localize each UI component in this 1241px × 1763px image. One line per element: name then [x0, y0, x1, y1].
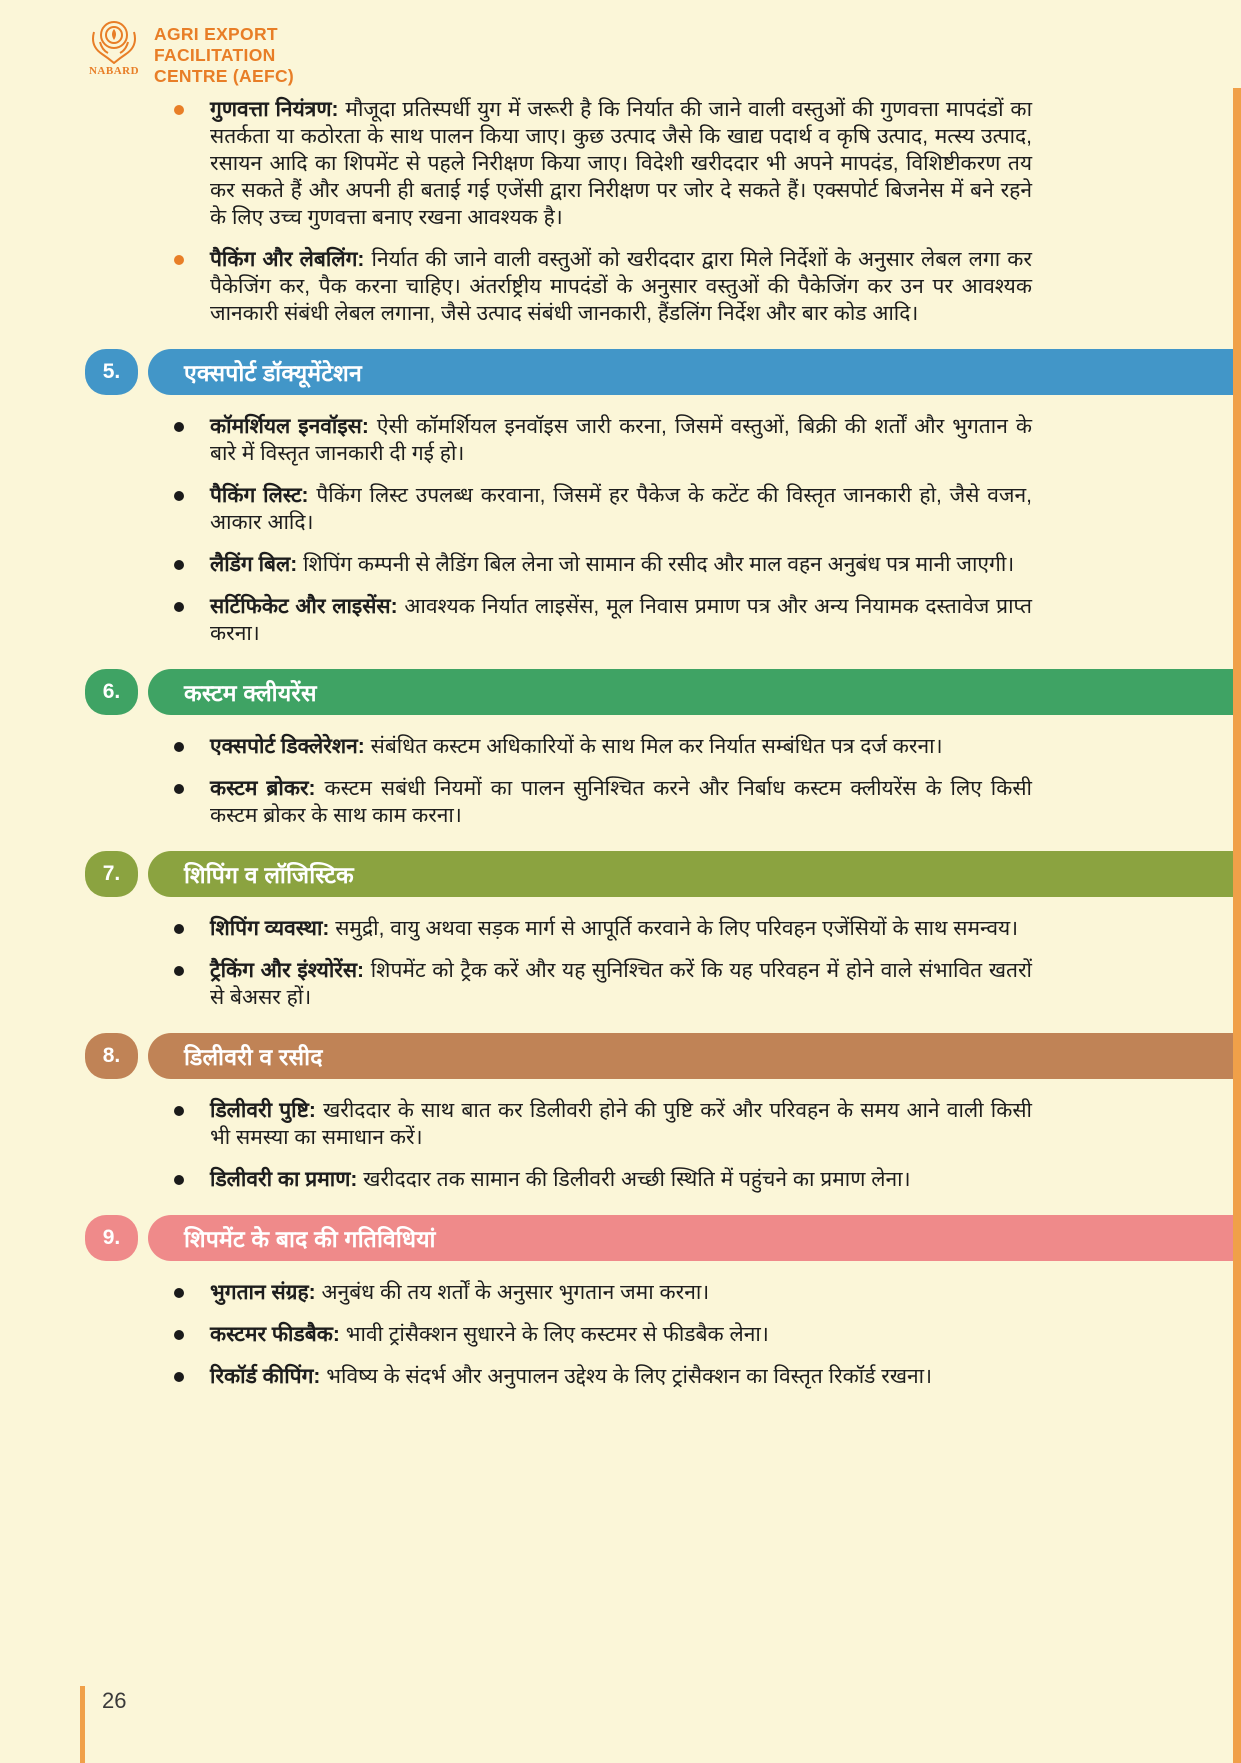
section-title: कस्टम क्लीयरेंस	[184, 680, 317, 706]
nabard-emblem-icon	[88, 18, 140, 64]
bullet-item	[160, 1097, 1032, 1151]
bullet-text: निर्यात की जाने वाली वस्तुओं को खरीददार द्वारा मिले निर्देशों के अनुसार लेबल लगा कर पैकेजिंग कर, पैक करना चाहिए। अंतर्राष्ट्रीय मापदंडों के अनुसार वस्तुओं की पैकेजिंग कर उन पर आवश्यक जानकारी संबंधी लेबल लगाना, जैसे उत्पाद संबंधी जानकारी, हैंडलिंग निर्देश और बार कोड आदि।	[210, 248, 1032, 325]
section-title-bar	[148, 1033, 1241, 1079]
bullet-dot-icon	[174, 784, 184, 794]
bullet-term: पैकिंग और लेबलिंग:	[210, 248, 372, 271]
bullet-text: अनुबंध की तय शर्तों के अनुसार भुगतान जमा करना।	[321, 1281, 710, 1304]
section-title-bar	[148, 1215, 1241, 1261]
intro-bullet-list	[160, 96, 1032, 327]
bullet-item	[160, 482, 1032, 536]
bullet-item	[160, 1321, 1032, 1348]
section	[0, 349, 1241, 647]
section	[0, 1215, 1241, 1390]
section-bullet-list	[160, 733, 1032, 829]
section-title: शिपमेंट के बाद की गतिविधियां	[184, 1226, 436, 1252]
bullet-text: शिपिंग कम्पनी से लैडिंग बिल लेना जो सामान की रसीद और माल वहन अनुबंध पत्र मानी जाएगी।	[303, 553, 1015, 576]
section-number-badge: 7.	[85, 851, 138, 897]
footer-accent-bar	[80, 1686, 85, 1763]
section-header	[0, 1215, 1241, 1261]
bullet-term: सर्टिफिकेट और लाइसेंस:	[210, 595, 405, 618]
bullet-text: शिपमेंट को ट्रैक करें और यह सुनिश्चित करें कि यह परिवहन में होने वाले संभावित खतरों से बेअसर हों।	[210, 959, 1032, 1009]
bullet-item	[160, 246, 1032, 327]
bullet-text: आवश्यक निर्यात लाइसेंस, मूल निवास प्रमाण पत्र और अन्य नियामक दस्तावेज प्राप्त करना।	[210, 595, 1032, 645]
section-bullet-list	[160, 1279, 1032, 1390]
section-bullet-list	[160, 915, 1032, 1011]
bullet-dot-icon	[174, 491, 184, 501]
bullet-dot-icon	[174, 742, 184, 752]
nabard-logo	[86, 18, 142, 77]
bullet-text: पैकिंग लिस्ट उपलब्ध करवाना, जिसमें हर पैकेज के कटेंट की विस्तृत जानकारी हो, जैसे वजन, आकार आदि।	[210, 484, 1032, 534]
bullet-dot-icon	[174, 602, 184, 612]
bullet-text: ऐसी कॉमर्शियल इनवॉइस जारी करना, जिसमें वस्तुओं, बिक्री की शर्तों और भुगतान के बारे में विस्तृत जानकारी दी गई हो।	[210, 415, 1033, 465]
bullet-item	[160, 915, 1032, 942]
bullet-item	[160, 593, 1032, 647]
bullet-dot-icon	[174, 924, 184, 934]
bullet-text: कस्टम सबंधी नियमों का पालन सुनिश्चित करने और निर्बाध कस्टम क्लीयरेंस के लिए किसी कस्टम ब्रोकर के साथ काम करना।	[210, 777, 1032, 827]
bullet-dot-icon	[174, 1106, 184, 1116]
section-title-bar	[148, 851, 1241, 897]
bullet-text: खरीददार तक सामान की डिलीवरी अच्छी स्थिति में पहुंचने का प्रमाण लेना।	[363, 1168, 911, 1191]
bullet-item	[160, 96, 1032, 231]
section-header	[0, 1033, 1241, 1079]
section	[0, 851, 1241, 1011]
section-title: एक्सपोर्ट डॉक्यूमेंटेशन	[184, 360, 362, 386]
section-header	[0, 349, 1241, 395]
section-number-badge: 6.	[85, 669, 138, 715]
section-title-bar	[148, 349, 1241, 395]
page-number: 26	[102, 1688, 127, 1713]
bullet-item	[160, 957, 1032, 1011]
bullet-item	[160, 1279, 1032, 1306]
bullet-dot-icon	[174, 1372, 184, 1382]
bullet-term: कस्टम ब्रोकर:	[210, 777, 325, 800]
bullet-dot-icon	[174, 1288, 184, 1298]
page-edge-strip	[1233, 88, 1241, 1763]
section-bullet-list	[160, 1097, 1032, 1193]
bullet-term: शिपिंग व्यवस्था:	[210, 917, 336, 940]
bullet-dot-icon	[174, 1330, 184, 1340]
brand-line-3: CENTRE (AEFC)	[154, 66, 295, 86]
bullet-term: भुगतान संग्रह:	[210, 1281, 322, 1304]
bullet-dot-icon	[174, 255, 184, 265]
section-number-badge: 5.	[85, 349, 138, 395]
sections	[0, 349, 1241, 1390]
section-title-bar	[148, 669, 1241, 715]
section-header	[0, 669, 1241, 715]
nabard-wordmark: NABARD	[88, 65, 140, 77]
page-header	[86, 18, 294, 87]
section	[0, 1033, 1241, 1193]
bullet-text: भावी ट्रांसैक्शन सुधारने के लिए कस्टमर से फीडबैक लेना।	[345, 1323, 769, 1346]
bullet-term: लैडिंग बिल:	[210, 553, 304, 576]
bullet-dot-icon	[174, 560, 184, 570]
bullet-term: डिलीवरी का प्रमाण:	[210, 1168, 364, 1191]
bullet-item	[160, 1166, 1032, 1193]
section	[0, 669, 1241, 829]
brand-title	[154, 18, 294, 87]
bullet-item	[160, 733, 1032, 760]
bullet-text: समुद्री, वायु अथवा सड़क मार्ग से आपूर्ति करवाने के लिए परिवहन एजेंसियों के साथ समन्वय।	[335, 917, 1019, 940]
brand-line-2: FACILITATION	[154, 45, 276, 65]
section-header	[0, 851, 1241, 897]
section-number-badge: 9.	[85, 1215, 138, 1261]
bullet-dot-icon	[174, 966, 184, 976]
brand-line-1: AGRI EXPORT	[154, 24, 278, 44]
bullet-dot-icon	[174, 1175, 184, 1185]
bullet-item	[160, 413, 1032, 467]
bullet-term: डिलीवरी पुष्टि:	[210, 1099, 324, 1122]
bullet-term: कॉमर्शियल इनवॉइस:	[210, 415, 377, 438]
bullet-item	[160, 1363, 1032, 1390]
section-title: शिपिंग व लॉजिस्टिक	[184, 862, 354, 888]
bullet-term: पैकिंग लिस्ट:	[210, 484, 317, 507]
bullet-dot-icon	[174, 105, 184, 115]
bullet-term: ट्रैकिंग और इंश्योरेंस:	[210, 959, 371, 982]
document-body	[0, 88, 1241, 1405]
bullet-text: संबंधित कस्टम अधिकारियों के साथ मिल कर निर्यात सम्बंधित पत्र दर्ज करना।	[370, 735, 943, 758]
bullet-text: भविष्य के संदर्भ और अनुपालन उद्देश्य के लिए ट्रांसैक्शन का विस्तृत रिकॉर्ड रखना।	[326, 1365, 933, 1388]
bullet-item	[160, 775, 1032, 829]
bullet-term: गुणवत्ता नियंत्रण:	[210, 98, 346, 121]
bullet-text: मौजूदा प्रतिस्पर्धी युग में जरूरी है कि निर्यात की जाने वाली वस्तुओं की गुणवत्ता मापदंडों का सतर्कता या कठोरता के साथ पालन किया जाए। कुछ उत्पाद जैसे कि खाद्य पदार्थ व कृषि उत्पाद, मत्स्य उत्पाद, रसायन आदि का शिपमेंट से पहले निरीक्षण किया जाए। विदेशी खरीददार भी अपने मापदंड, विशिष्टीकरण तय कर सकते हैं और अपनी ही बताई गई एजेंसी द्वारा निरीक्षण पर जोर दे सकते हैं। एक्सपोर्ट बिजनेस में बने रहने के लिए उच्च गुणवत्ता बनाए रखना आवश्यक है।	[210, 98, 1033, 229]
section-bullet-list	[160, 413, 1032, 647]
section-number-badge: 8.	[85, 1033, 138, 1079]
section-title: डिलीवरी व रसीद	[184, 1044, 323, 1070]
bullet-term: रिकॉर्ड कीपिंग:	[210, 1365, 327, 1388]
bullet-text: खरीददार के साथ बात कर डिलीवरी होने की पुष्टि करें और परिवहन के समय आने वाली किसी भी समस्या का समाधान करें।	[210, 1099, 1032, 1149]
bullet-term: कस्टमर फीडबैक:	[210, 1323, 346, 1346]
bullet-dot-icon	[174, 422, 184, 432]
bullet-term: एक्सपोर्ट डिक्लेरेशन:	[210, 735, 371, 758]
bullet-item	[160, 551, 1032, 578]
